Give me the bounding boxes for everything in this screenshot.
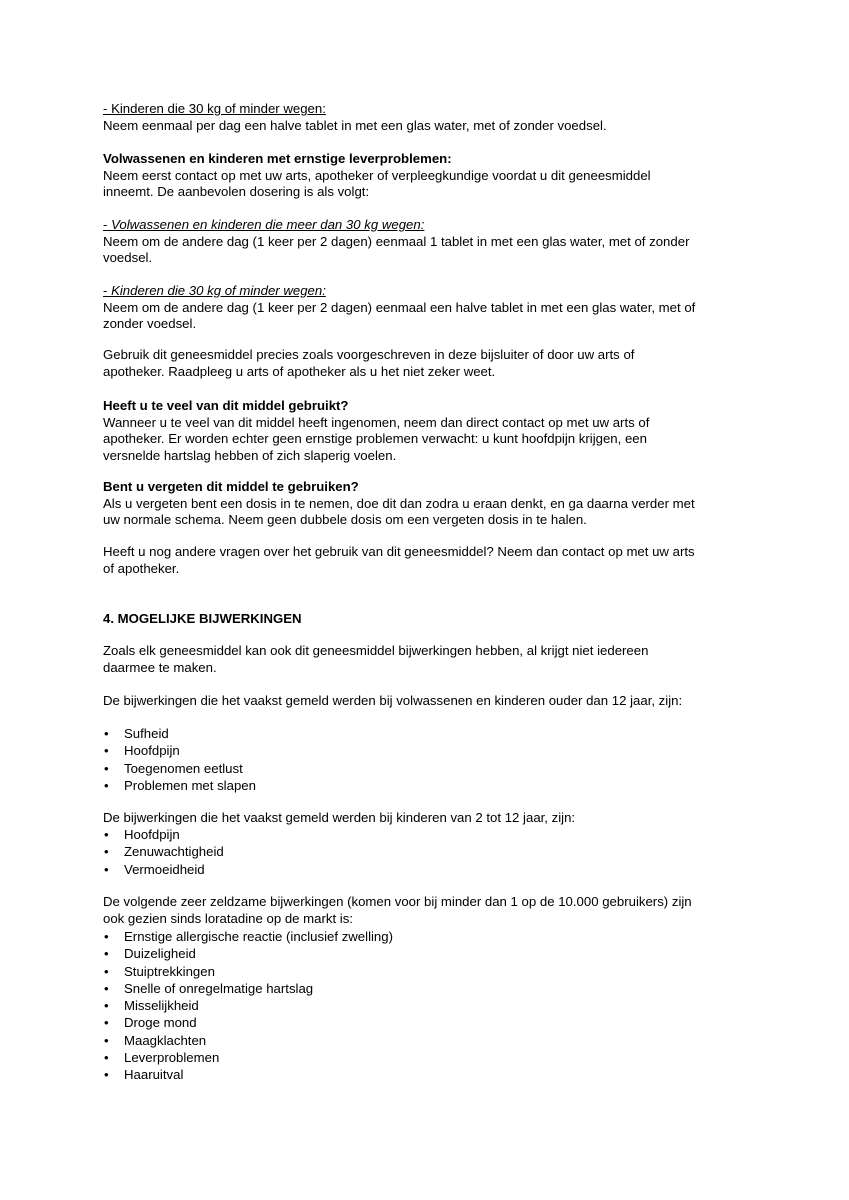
list-item: • Sufheid [104,726,169,741]
bullet-icon: • [104,844,109,860]
forgot-line1: Als u vergeten bent een dosis in te nemen, doe dit dan zodra u eraan denkt, en ga daarna verder met [103,495,695,511]
usage-line1: Gebruik dit geneesmiddel precies zoals voorgeschreven in deze bijsluiter of door uw arts of [103,347,635,362]
section4-heading: 4. MOGELIJKE BIJWERKINGEN [103,611,302,626]
list-item: • Problemen met slapen [104,777,256,793]
bullet-icon: • [104,726,109,741]
overdose-block [103,398,753,464]
forgot-line2: uw normale schema. Neem geen dubbele dosis om een vergeten dosis in te halen. [103,512,587,528]
bullet-icon: • [104,946,109,962]
bullet-icon: • [104,743,109,759]
usage-paragraph [103,347,753,380]
list-item: • Duizeligheid [104,946,196,962]
adult-effects-intro: De bijwerkingen die het vaakst gemeld werden bij volwassenen en kinderen ouder dan 12 jaar, zijn: [103,693,683,708]
liver-adult-line1: Neem om de andere dag (1 keer per 2 dagen) eenmaal 1 tablet in met een glas water, met of zonder [103,233,690,249]
kids-under30-block [103,101,753,134]
bullet-icon: • [104,1067,109,1083]
bullet-icon: • [104,929,109,944]
questions-line1: Heeft u nog andere vragen over het gebruik van dit geneesmiddel? Neem dan contact op met uw arts [103,544,695,559]
list-item: • Leverproblemen [104,1050,220,1066]
bullet-icon: • [104,963,109,979]
kids-under30-text: Neem eenmaal per dag een halve tablet in met een glas water, met of zonder voedsel. [103,117,607,133]
overdose-line2: apotheker. Er worden echter geen ernstige problemen verwacht: u kunt hoofdpijn krijgen, een [103,431,647,447]
list-item: • Vermoeidheid [104,861,205,877]
section4-intro [103,643,753,676]
overdose-line3: versnelde hartslag hebben of zich slaperig voelen. [103,447,397,463]
liver-adult-label: Volwassenen en kinderen die meer dan 30 kg wegen: [107,217,425,232]
adult-effects-list [103,725,753,794]
list-item: • Droge mond [104,1015,197,1031]
liver-kid-line2: zonder voedsel. [103,316,197,332]
list-item: • Zenuwachtigheid [104,844,224,860]
liver-adult-block [103,217,753,267]
liver-line2: inneemt. De aanbevolen dosering is als volgt: [103,184,370,200]
rare-effects-intro [103,894,753,927]
child-effects-list [103,826,753,878]
list-item: • Stuiptrekkingen [104,963,215,979]
liver-heading: Volwassenen en kinderen met ernstige leverproblemen: [103,151,452,166]
questions-line2: of apotheker. [103,560,180,576]
list-item: • Hoofdpijn [104,743,180,759]
liver-kid-block [103,283,753,333]
bullet-icon: • [104,1015,109,1031]
questions-paragraph [103,544,753,577]
usage-line2: apotheker. Raadpleeg u arts of apotheker als u het niet zeker weet. [103,363,496,379]
liver-adult-dash: - [103,217,108,232]
forgot-heading: Bent u vergeten dit middel te gebruiken? [103,479,359,494]
bullet-icon: • [104,827,109,842]
list-item: • Haaruitval [104,1067,184,1083]
bullet-icon: • [104,777,109,793]
bullet-icon: • [104,1032,109,1048]
list-item: • Ernstige allergische reactie (inclusief zwelling) [104,929,393,944]
bullet-icon: • [104,1050,109,1066]
rare-effects-list [103,928,753,1084]
liver-line1: Neem eerst contact op met uw arts, apotheker of verpleegkundige voordat u dit geneesmiddel [103,167,651,183]
section4-intro-line2: daarmee te maken. [103,659,217,675]
bullet-icon: • [104,861,109,877]
list-item: • Snelle of onregelmatige hartslag [104,980,314,996]
liver-adult-line2: voedsel. [103,250,153,266]
section4-intro-line1: Zoals elk geneesmiddel kan ook dit geneesmiddel bijwerkingen hebben, al krijgt niet iedereen [103,643,649,658]
overdose-line1: Wanneer u te veel van dit middel heeft ingenomen, neem dan direct contact op met uw arts of [103,414,650,430]
liver-kid-label: Kinderen die 30 kg of minder wegen: [107,283,326,298]
list-item: • Misselijkheid [104,998,199,1014]
bullet-icon: • [104,998,109,1014]
child-effects-intro: De bijwerkingen die het vaakst gemeld werden bij kinderen van 2 tot 12 jaar, zijn: [103,810,576,825]
list-item: • Maagklachten [104,1032,207,1048]
list-item: • Hoofdpijn [104,827,180,842]
overdose-heading: Heeft u te veel van dit middel gebruikt? [103,398,349,413]
rare-intro-line2: ook gezien sinds loratadine op de markt is: [103,910,353,926]
bullet-icon: • [104,760,109,776]
kids-under30-label: - Kinderen die 30 kg of minder wegen: [103,101,326,116]
rare-intro-line1: De volgende zeer zeldzame bijwerkingen (komen voor bij minder dan 1 op de 10.000 gebruikers) zijn [103,894,692,909]
forgot-block [103,479,753,529]
liver-kid-line1: Neem om de andere dag (1 keer per 2 dagen) eenmaal een halve tablet in met een glas water, met of [103,299,696,315]
liver-kid-dash: - [103,283,108,298]
bullet-icon: • [104,980,109,996]
liver-block [103,151,753,201]
list-item: • Toegenomen eetlust [104,760,243,776]
